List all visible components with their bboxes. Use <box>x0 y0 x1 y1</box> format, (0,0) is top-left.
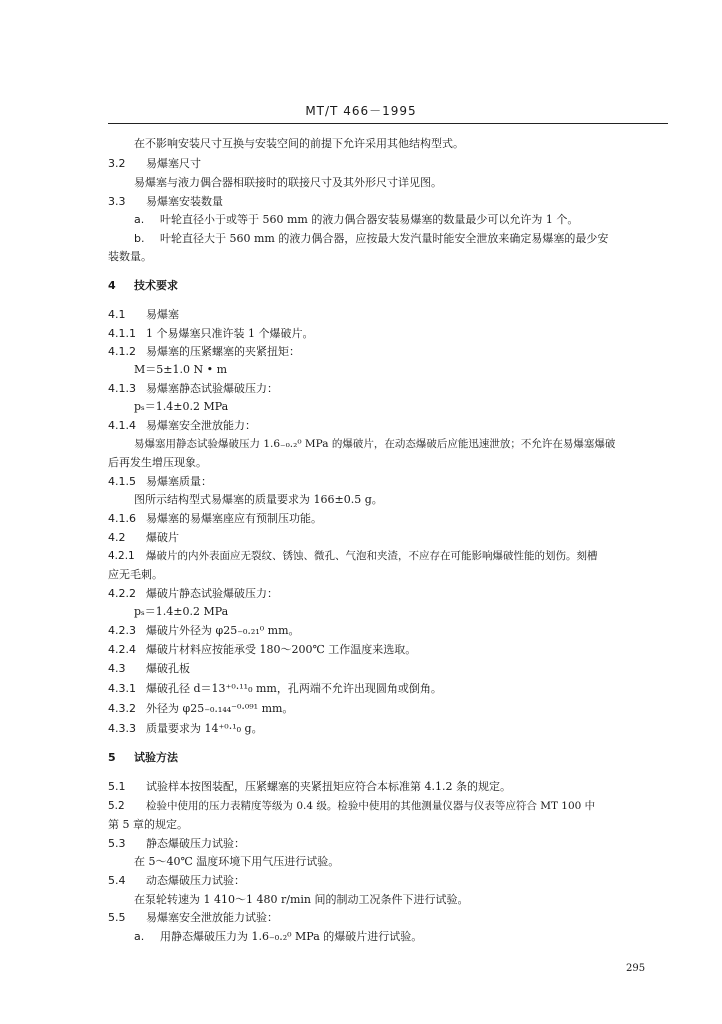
item-a: a. 叶轮直径小于或等于 560 mm 的液力偶合器安装易爆塞的数量最少可以允许为 1 个。 <box>134 213 579 226</box>
clause-4-1-4: 4.1.4 易爆塞安全泄放能力： <box>108 419 256 432</box>
clause-4-2-2: 4.2.2 爆破片静态试验爆破压力： <box>108 587 278 600</box>
formula: pₛ＝1.4±0.2 MPa <box>134 605 229 618</box>
text-line: 装数量。 <box>108 250 152 263</box>
clause-5-5: 5.5 易爆塞安全泄放能力试验： <box>108 911 278 924</box>
item-a: a. 用静态爆破压力为 1.6₋₀.₂⁰ MPa 的爆破片进行试验。 <box>134 930 423 943</box>
text-line: 后再发生增压现象。 <box>108 456 207 469</box>
item-b: b. 叶轮直径大于 560 mm 的液力偶合器，应按最大发汽量时能安全泄放来确定易爆塞的最少安 <box>134 232 609 245</box>
clause-5-2: 5.2 检验中使用的压力表精度等级为 0.4 级。检验中使用的其他测量仪器与仪表等应符合 MT 100 中 <box>108 800 596 812</box>
clause-4-1: 4.1 易爆塞 <box>108 308 179 321</box>
text-line: 易爆塞用静态试验爆破压力 1.6₋₀.₂⁰ MPa 的爆破片，在动态爆破后应能迅速泄放；不允许在易爆塞爆破 <box>134 438 616 450</box>
clause-4-3-1: 4.3.1 爆破孔径 d＝13⁺⁰·¹¹₀ mm，孔两端不允许出现圆角或倒角。 <box>108 682 442 695</box>
clause-5-3: 5.3 静态爆破压力试验： <box>108 837 245 850</box>
clause-4-2-3: 4.2.3 爆破片外径为 φ25₋₀.₂₁⁰ mm。 <box>108 624 300 637</box>
clause-4-3-2: 4.3.2 外径为 φ25₋₀.₁₄₄⁻⁰·⁰⁹¹ mm。 <box>108 702 294 715</box>
text-line: 在不影响安装尺寸互换与安装空间的前提下允许采用其他结构型式。 <box>134 137 464 150</box>
text-line: 易爆塞与液力偶合器相联接时的联接尺寸及其外形尺寸详见图。 <box>134 176 442 189</box>
clause-5-4: 5.4 动态爆破压力试验： <box>108 874 245 887</box>
text-line: 在 5～40℃ 温度环境下用气压进行试验。 <box>134 855 340 868</box>
clause-4-3-3: 4.3.3 质量要求为 14⁺⁰·¹₀ g。 <box>108 722 263 735</box>
clause-3-3: 3.3 易爆塞安装数量 <box>108 195 223 208</box>
clause-4-2-1: 4.2.1 爆破片的内外表面应无裂纹、锈蚀、微孔、气泡和夹渣，不应存在可能影响爆破性能的划伤。刻槽 <box>108 550 598 562</box>
text-line: 第 5 章的规定。 <box>108 818 188 831</box>
text-line: 应无毛刺。 <box>108 568 163 581</box>
clause-4-2: 4.2 爆破片 <box>108 531 179 544</box>
clause-4-1-3: 4.1.3 易爆塞静态试验爆破压力： <box>108 382 278 395</box>
standard-code: MT/T 466－1995 <box>305 104 417 118</box>
clause-5-1: 5.1 试验样本按图装配，压紧螺塞的夹紧扭矩应符合本标准第 4.1.2 条的规定。 <box>108 780 511 793</box>
text-line: 图所示结构型式易爆塞的质量要求为 166±0.5 g。 <box>134 493 383 506</box>
page-number: 295 <box>626 963 646 974</box>
clause-4-3: 4.3 爆破孔板 <box>108 662 190 675</box>
text-line: 在泵轮转速为 1 410～1 480 r/min 间的制动工况条件下进行试验。 <box>134 893 469 906</box>
section-4-heading: 4 技术要求 <box>108 279 178 292</box>
section-5-heading: 5 试验方法 <box>108 751 178 764</box>
formula: M＝5±1.0 N • m <box>134 363 228 376</box>
clause-3-2: 3.2 易爆塞尺寸 <box>108 157 201 170</box>
clause-4-1-5: 4.1.5 易爆塞质量： <box>108 475 212 488</box>
clause-4-1-6: 4.1.6 易爆塞的易爆塞座应有预制压功能。 <box>108 512 322 525</box>
formula: pₛ＝1.4±0.2 MPa <box>134 400 229 413</box>
clause-4-2-4: 4.2.4 爆破片材料应按能承受 180～200℃ 工作温度来选取。 <box>108 643 417 656</box>
clause-4-1-1: 4.1.1 1 个易爆塞只准许装 1 个爆破片。 <box>108 327 314 340</box>
clause-4-1-2: 4.1.2 易爆塞的压紧螺塞的夹紧扭矩： <box>108 345 300 358</box>
header-rule <box>108 123 668 124</box>
